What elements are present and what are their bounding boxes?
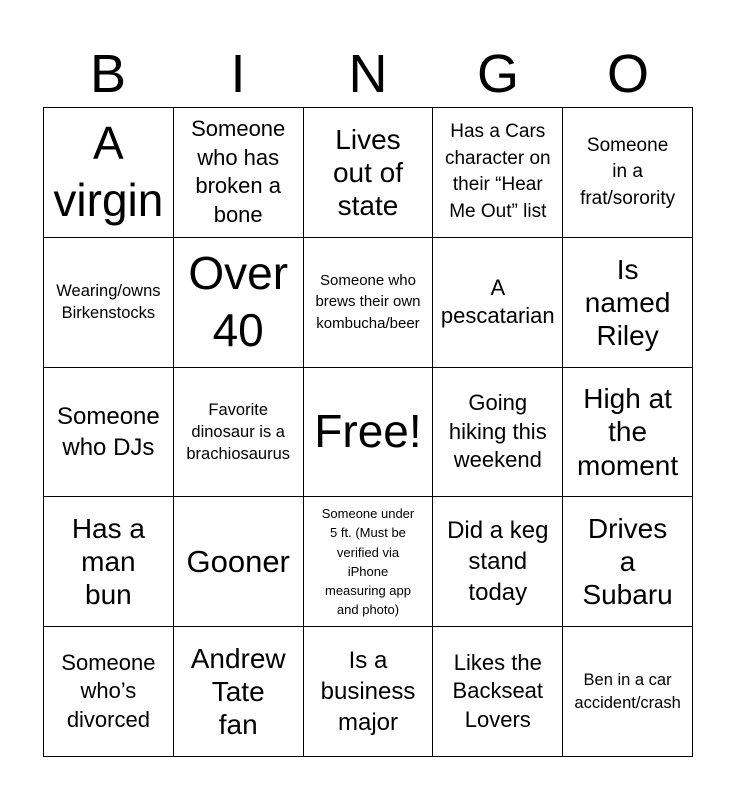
bingo-cell-r3c5[interactable] <box>563 368 693 498</box>
bingo-cell-r4c5[interactable] <box>563 497 693 627</box>
bingo-cell-r2c1[interactable] <box>44 238 174 368</box>
bingo-cell-r1c4[interactable] <box>433 108 563 238</box>
cell-text: A pescatarian <box>440 274 555 329</box>
bingo-cell-r2c2[interactable] <box>174 238 304 368</box>
bingo-cell-r2c3[interactable] <box>304 238 434 368</box>
bingo-cell-r4c1[interactable] <box>44 497 174 627</box>
cell-text: Is named Riley <box>584 253 671 351</box>
cell-text: Someone under 5 ft. (Must be verified via iPhone measuring app and photo) <box>321 506 415 618</box>
cell-text: Did a keg stand today <box>447 517 549 607</box>
bingo-cell-r2c5[interactable] <box>563 238 693 368</box>
cell-text: Ben in a car accident/crash <box>574 671 681 712</box>
bingo-cell-r3c1[interactable] <box>44 368 174 498</box>
cell-text: Someone who brews their own kombucha/beer <box>315 271 421 333</box>
bingo-cell-r5c1[interactable] <box>44 627 174 757</box>
cell-text: Gooner <box>186 543 290 579</box>
cell-text: Likes the Backseat Lovers <box>452 649 544 732</box>
bingo-cell-r3c3[interactable] <box>304 368 434 498</box>
bingo-cell-r3c4[interactable] <box>433 368 563 498</box>
cell-text: High at the moment <box>577 383 679 481</box>
cell-text: Has a man bun <box>71 513 145 611</box>
cell-text: A virgin <box>53 116 164 227</box>
header-letter-o: O <box>606 44 649 104</box>
bingo-cell-r2c4[interactable] <box>433 238 563 368</box>
header-letter-n: N <box>348 44 388 104</box>
bingo-header <box>43 40 693 108</box>
header-letter-b: B <box>89 44 127 104</box>
cell-text: Someone who’s divorced <box>61 649 156 732</box>
header-letter-i: I <box>230 44 246 104</box>
cell-text: Andrew Tate fan <box>190 643 286 741</box>
bingo-cell-r4c2[interactable] <box>174 497 304 627</box>
bingo-cell-r4c3[interactable] <box>304 497 434 627</box>
bingo-cell-r1c1[interactable] <box>44 108 174 238</box>
cell-text: Going hiking this weekend <box>448 390 547 473</box>
bingo-cell-r1c5[interactable] <box>563 108 693 238</box>
cell-text: Someone who has broken a bone <box>191 116 286 227</box>
header-letter-g: G <box>476 44 519 104</box>
cell-text: Someone who DJs <box>57 402 160 461</box>
bingo-cell-r5c5[interactable] <box>563 627 693 757</box>
cell-text: Someone in a frat/sorority <box>580 134 676 209</box>
bingo-cell-r4c4[interactable] <box>433 497 563 627</box>
cell-text: Wearing/owns Birkenstocks <box>56 281 161 323</box>
cell-text: Drives a Subaru <box>582 513 673 611</box>
bingo-cell-r5c3[interactable] <box>304 627 434 757</box>
cell-text: Favorite dinosaur is a brachiosaurus <box>186 400 291 464</box>
bingo-cell-r1c2[interactable] <box>174 108 304 238</box>
cell-text: Over 40 <box>188 246 289 357</box>
bingo-cell-r3c2[interactable] <box>174 368 304 498</box>
cell-text: Free! <box>314 405 422 458</box>
bingo-cell-r5c4[interactable] <box>433 627 563 757</box>
bingo-board <box>43 107 693 757</box>
bingo-cell-r1c3[interactable] <box>304 108 434 238</box>
cell-text: Lives out of state <box>332 123 404 221</box>
cell-text: Has a Cars character on their “Hear Me Out” list <box>444 121 551 222</box>
cell-text: Is a business major <box>320 646 416 737</box>
bingo-cell-r5c2[interactable] <box>174 627 304 757</box>
